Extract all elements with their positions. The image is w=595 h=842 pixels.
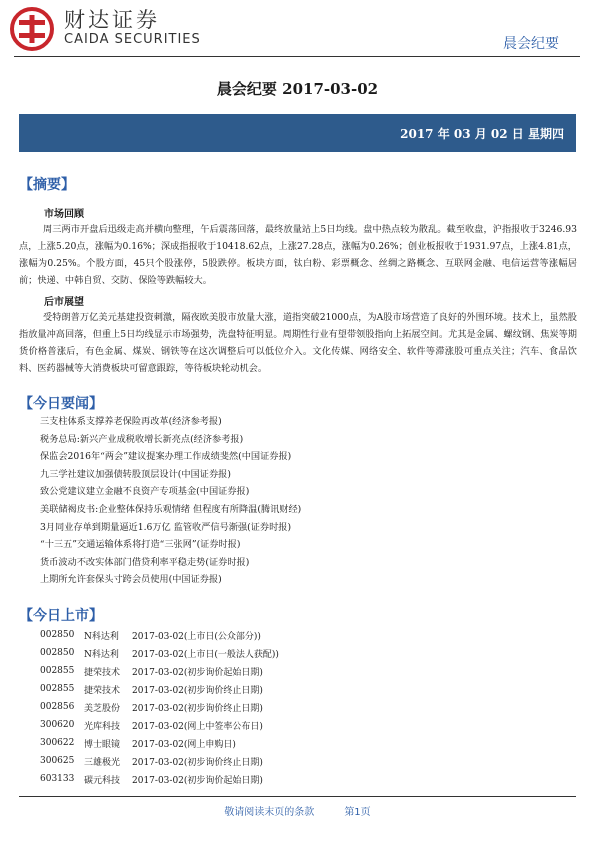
news-item: 保监会2016年“两会”建议提案办理工作成绩斐然(中国证券报) (40, 451, 292, 463)
brand-name-en: CAIDA SECURITIES (64, 32, 201, 47)
outlook-paragraph: 受特朗普万亿美元基建投资刺激，隔夜欧美股市放量大涨，道指突破21000点，为A股市场营造了良好的外围环境。技术上，虽然股指放量冲高回落，但重上5日均线显示市场强势，洗盘特征明显。周期性行业有望带领股指向上拓展空间。尤其是金属、螺纹钢、焦炭等期货价格普涨后，有色金属、煤炭、钢铁等在这次调整后可以低位介入。文化传媒、网络安全、软件等滞涨股可重点关注；汽车、食品饮料、医药器械等大消费板块可留意跟踪，等待板块轮动机会。 (19, 312, 577, 374)
table-row (40, 698, 279, 716)
page-header (0, 0, 595, 60)
stock-name: 碳元科技 (84, 775, 121, 786)
news-item: 三支柱体系支撑养老保险再改革(经济参考报) (40, 416, 222, 427)
date-banner (19, 114, 576, 152)
table-row (40, 716, 279, 734)
section-heading-listings: 【今日上市】 (19, 608, 103, 624)
report-title: 晨会纪要 2017-03-02 (216, 80, 379, 98)
disclaimer-notice: 敬请阅读末页的条款 (224, 807, 315, 818)
stock-code: 603133 (40, 774, 75, 784)
listing-info: 2017-03-02(初步询价终止日期) (132, 703, 263, 714)
stock-code: 002850 (40, 630, 75, 640)
header-divider (14, 56, 580, 57)
stock-name: 博士眼镜 (84, 739, 121, 750)
news-item: “十三五”交通运输体系将打造“三张网”(证券时报) (40, 539, 241, 551)
stock-name: 光库科技 (84, 721, 121, 732)
news-item: 美联储褐皮书:企业整体保持乐观情绪 但程度有所降温(腾讯财经) (40, 503, 302, 515)
stock-code: 300625 (40, 756, 75, 766)
section-heading-summary: 【摘要】 (19, 177, 75, 193)
table-row (40, 752, 279, 770)
listing-info: 2017-03-02(初步询价终止日期) (132, 685, 263, 696)
date-text: 2017 年 03 月 02 日 星期四 (400, 127, 564, 141)
stock-code: 002850 (40, 648, 75, 658)
listing-info: 2017-03-02(初步询价终止日期) (132, 757, 263, 768)
news-item: 货币波动不改实体部门借贷利率平稳走势(证券时报) (40, 556, 250, 568)
header-report-type: 晨会纪要 (503, 36, 559, 52)
table-row (40, 770, 279, 788)
stock-code: 300622 (40, 738, 75, 748)
listing-info: 2017-03-02(网上申购日) (132, 739, 236, 750)
listing-info: 2017-03-02(上市日(公众部分)) (132, 631, 261, 642)
brand-name-cn: 财达证券 (64, 8, 160, 32)
table-row (40, 734, 279, 752)
news-item: 九三学社建议加强债转股顶层设计(中国证券报) (40, 468, 231, 480)
stock-name: 三雄极光 (84, 757, 121, 768)
page-footer (0, 803, 595, 818)
news-item: 3月同业存单到期量逼近1.6万亿 监管收严信号渐强(证券时报) (40, 521, 292, 533)
footer-divider (19, 796, 576, 797)
market-review-paragraph: 周三两市开盘后迅级走高并横向整理，午后震荡回落，最终放量站上5日均线。盘中热点较为散乱。截至收盘，沪指报收于3246.93点，上涨5.20点，涨幅为0.16%；深成指报收于10418.62点，上涨27.28点，涨幅为0.26%；创业板报收于1931.97点，上涨4.81点，涨幅为0.25%。个股方面，45只个股涨停，5股跌停。板块方面，钛白粉、彩票概念、丝绸之路概念、互联网金融、电信运营等涨幅居前；快递、中韩自贸、交防、保险等跌幅较大。 (19, 224, 577, 286)
table-row (40, 662, 279, 680)
stock-name: N科达利 (84, 631, 119, 642)
listing-info: 2017-03-02(初步询价起始日期) (132, 667, 263, 678)
news-item: 税务总局:新兴产业成税收增长新亮点(经济参考报) (40, 433, 244, 445)
listing-info: 2017-03-02(初步询价起始日期) (132, 775, 263, 786)
listing-info: 2017-03-02(上市日(一般法人获配)) (132, 649, 279, 660)
stock-code: 300620 (40, 720, 75, 730)
listing-info: 2017-03-02(网上中签率公布日) (132, 721, 263, 732)
news-item: 上期所允许套保头寸跨会员使用(中国证券报) (40, 574, 222, 586)
subheading-market-review: 市场回顾 (44, 209, 84, 220)
table-row (40, 680, 279, 698)
table-row (40, 626, 279, 644)
stock-name: N科达利 (84, 649, 119, 660)
listings-table (40, 626, 279, 788)
stock-name: 美芝股份 (84, 703, 121, 714)
stock-code: 002855 (40, 666, 75, 676)
caida-logo-icon (10, 7, 54, 51)
stock-code: 002855 (40, 684, 75, 694)
section-heading-news: 【今日要闻】 (19, 396, 103, 412)
news-item: 致公党建议建立金融不良资产专项基金(中国证券报) (40, 486, 250, 498)
subheading-outlook: 后市展望 (44, 297, 84, 308)
stock-name: 捷荣技术 (84, 667, 121, 678)
stock-name: 捷荣技术 (84, 685, 121, 696)
news-list (40, 413, 301, 589)
stock-code: 002856 (40, 702, 75, 712)
page-number: 第1页 (344, 807, 371, 818)
table-row (40, 644, 279, 662)
